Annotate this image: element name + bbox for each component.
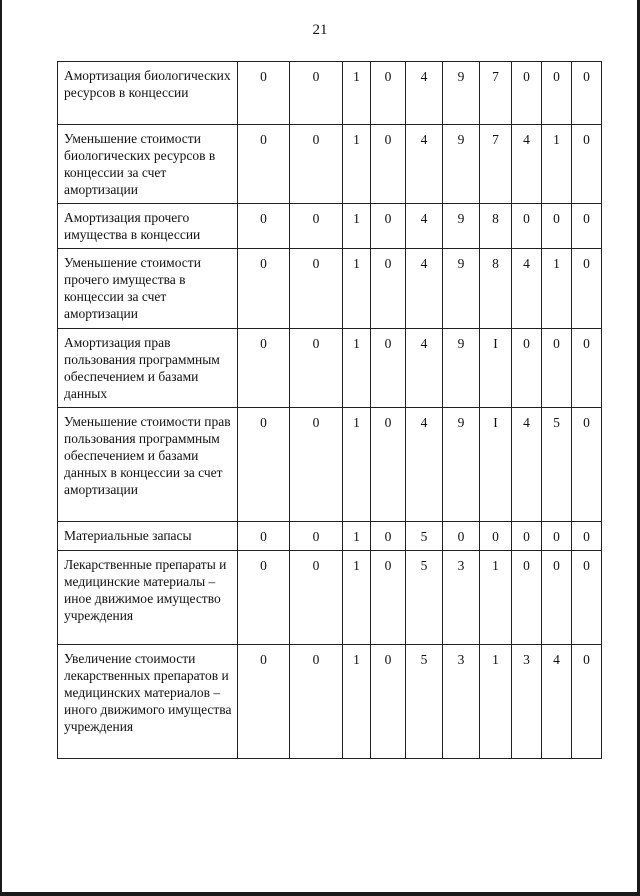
account-name: Увеличение стоимости лекарственных препаратов и медицинских материалов – иного движимого имущества учреждения: [58, 645, 238, 759]
code-digit: 0: [512, 329, 542, 408]
code-digit: 0: [371, 125, 406, 204]
code-digit: 1: [343, 551, 371, 645]
code-digit: 9: [443, 204, 480, 249]
code-digit: 0: [443, 522, 480, 551]
code-digit: 8: [480, 204, 512, 249]
code-digit: 0: [572, 329, 602, 408]
account-name: Амортизация прав пользования программным обеспечением и базами данных: [58, 329, 238, 408]
code-digit: 0: [572, 249, 602, 329]
code-digit: 9: [443, 125, 480, 204]
code-digit: 0: [290, 125, 343, 204]
code-digit: 0: [542, 204, 572, 249]
code-digit: 0: [542, 522, 572, 551]
table-row: [58, 522, 602, 551]
code-digit: 4: [406, 62, 443, 125]
code-digit: 0: [572, 125, 602, 204]
code-digit: 1: [343, 645, 371, 759]
code-digit: 0: [238, 645, 290, 759]
code-digit: 0: [542, 329, 572, 408]
code-digit: 5: [406, 645, 443, 759]
code-digit: 1: [343, 125, 371, 204]
code-digit: 4: [542, 645, 572, 759]
code-digit: 0: [290, 204, 343, 249]
code-digit: 0: [572, 408, 602, 522]
code-digit: 7: [480, 125, 512, 204]
code-digit: 4: [406, 125, 443, 204]
table-row: [58, 551, 602, 645]
code-digit: 0: [572, 204, 602, 249]
code-digit: 7: [480, 62, 512, 125]
code-digit: 0: [290, 645, 343, 759]
code-digit: 0: [572, 522, 602, 551]
code-digit: 9: [443, 249, 480, 329]
account-name: Амортизация биологических ресурсов в концессии: [58, 62, 238, 125]
code-digit: 1: [542, 125, 572, 204]
code-digit: 1: [343, 62, 371, 125]
table-row: [58, 125, 602, 204]
code-digit: 4: [512, 249, 542, 329]
code-digit: 1: [343, 329, 371, 408]
code-digit: 0: [371, 204, 406, 249]
code-digit: 0: [371, 551, 406, 645]
code-digit: 3: [512, 645, 542, 759]
code-digit: 9: [443, 62, 480, 125]
code-digit: 0: [480, 522, 512, 551]
account-name: Уменьшение стоимости прав пользования программным обеспечением и базами данных в концессии за счет амортизации: [58, 408, 238, 522]
code-digit: 3: [443, 551, 480, 645]
table-row: [58, 645, 602, 759]
code-digit: 9: [443, 408, 480, 522]
code-digit: 4: [406, 408, 443, 522]
code-digit: 0: [371, 645, 406, 759]
code-digit: 9: [443, 329, 480, 408]
code-digit: 1: [480, 645, 512, 759]
code-digit: 0: [542, 551, 572, 645]
account-name: Уменьшение стоимости прочего имущества в концессии за счет амортизации: [58, 249, 238, 329]
code-digit: 3: [443, 645, 480, 759]
code-digit: 5: [542, 408, 572, 522]
code-digit: 1: [343, 204, 371, 249]
code-digit: 0: [238, 125, 290, 204]
code-digit: 0: [238, 329, 290, 408]
code-digit: 1: [542, 249, 572, 329]
code-digit: 0: [238, 408, 290, 522]
code-digit: 4: [406, 249, 443, 329]
account-name: Материальные запасы: [58, 522, 238, 551]
account-name: Лекарственные препараты и медицинские материалы – иное движимое имущество учреждения: [58, 551, 238, 645]
code-digit: 4: [406, 329, 443, 408]
code-digit: 0: [290, 249, 343, 329]
code-digit: 0: [512, 551, 542, 645]
table-row: [58, 204, 602, 249]
code-digit: 1: [343, 249, 371, 329]
code-digit: 0: [238, 62, 290, 125]
code-digit: 5: [406, 522, 443, 551]
code-digit: 8: [480, 249, 512, 329]
code-digit: 0: [512, 204, 542, 249]
page-number: 21: [312, 22, 328, 38]
table-row: [58, 62, 602, 125]
code-digit: 0: [371, 522, 406, 551]
table-row: [58, 329, 602, 408]
code-digit: 0: [238, 249, 290, 329]
code-digit: 0: [371, 408, 406, 522]
code-digit: 4: [512, 125, 542, 204]
code-digit: 0: [572, 62, 602, 125]
code-digit: I: [480, 408, 512, 522]
code-digit: 4: [406, 204, 443, 249]
code-digit: 0: [542, 62, 572, 125]
code-digit: 0: [290, 408, 343, 522]
code-digit: 0: [572, 645, 602, 759]
account-codes-table: [57, 61, 602, 759]
code-digit: 0: [512, 522, 542, 551]
table-row: [58, 249, 602, 329]
code-digit: 1: [343, 522, 371, 551]
code-digit: 0: [290, 62, 343, 125]
code-digit: 1: [480, 551, 512, 645]
code-digit: 0: [290, 551, 343, 645]
code-digit: 0: [371, 249, 406, 329]
code-digit: 0: [290, 329, 343, 408]
code-digit: 0: [238, 551, 290, 645]
account-name: Амортизация прочего имущества в концессии: [58, 204, 238, 249]
code-digit: 0: [290, 522, 343, 551]
code-digit: 5: [406, 551, 443, 645]
code-digit: 0: [238, 522, 290, 551]
code-digit: 0: [371, 329, 406, 408]
table-row: [58, 408, 602, 522]
code-digit: 0: [512, 62, 542, 125]
code-digit: I: [480, 329, 512, 408]
account-name: Уменьшение стоимости биологических ресурсов в концессии за счет амортизации: [58, 125, 238, 204]
code-digit: 0: [572, 551, 602, 645]
code-digit: 4: [512, 408, 542, 522]
code-digit: 1: [343, 408, 371, 522]
code-digit: 0: [371, 62, 406, 125]
code-digit: 0: [238, 204, 290, 249]
